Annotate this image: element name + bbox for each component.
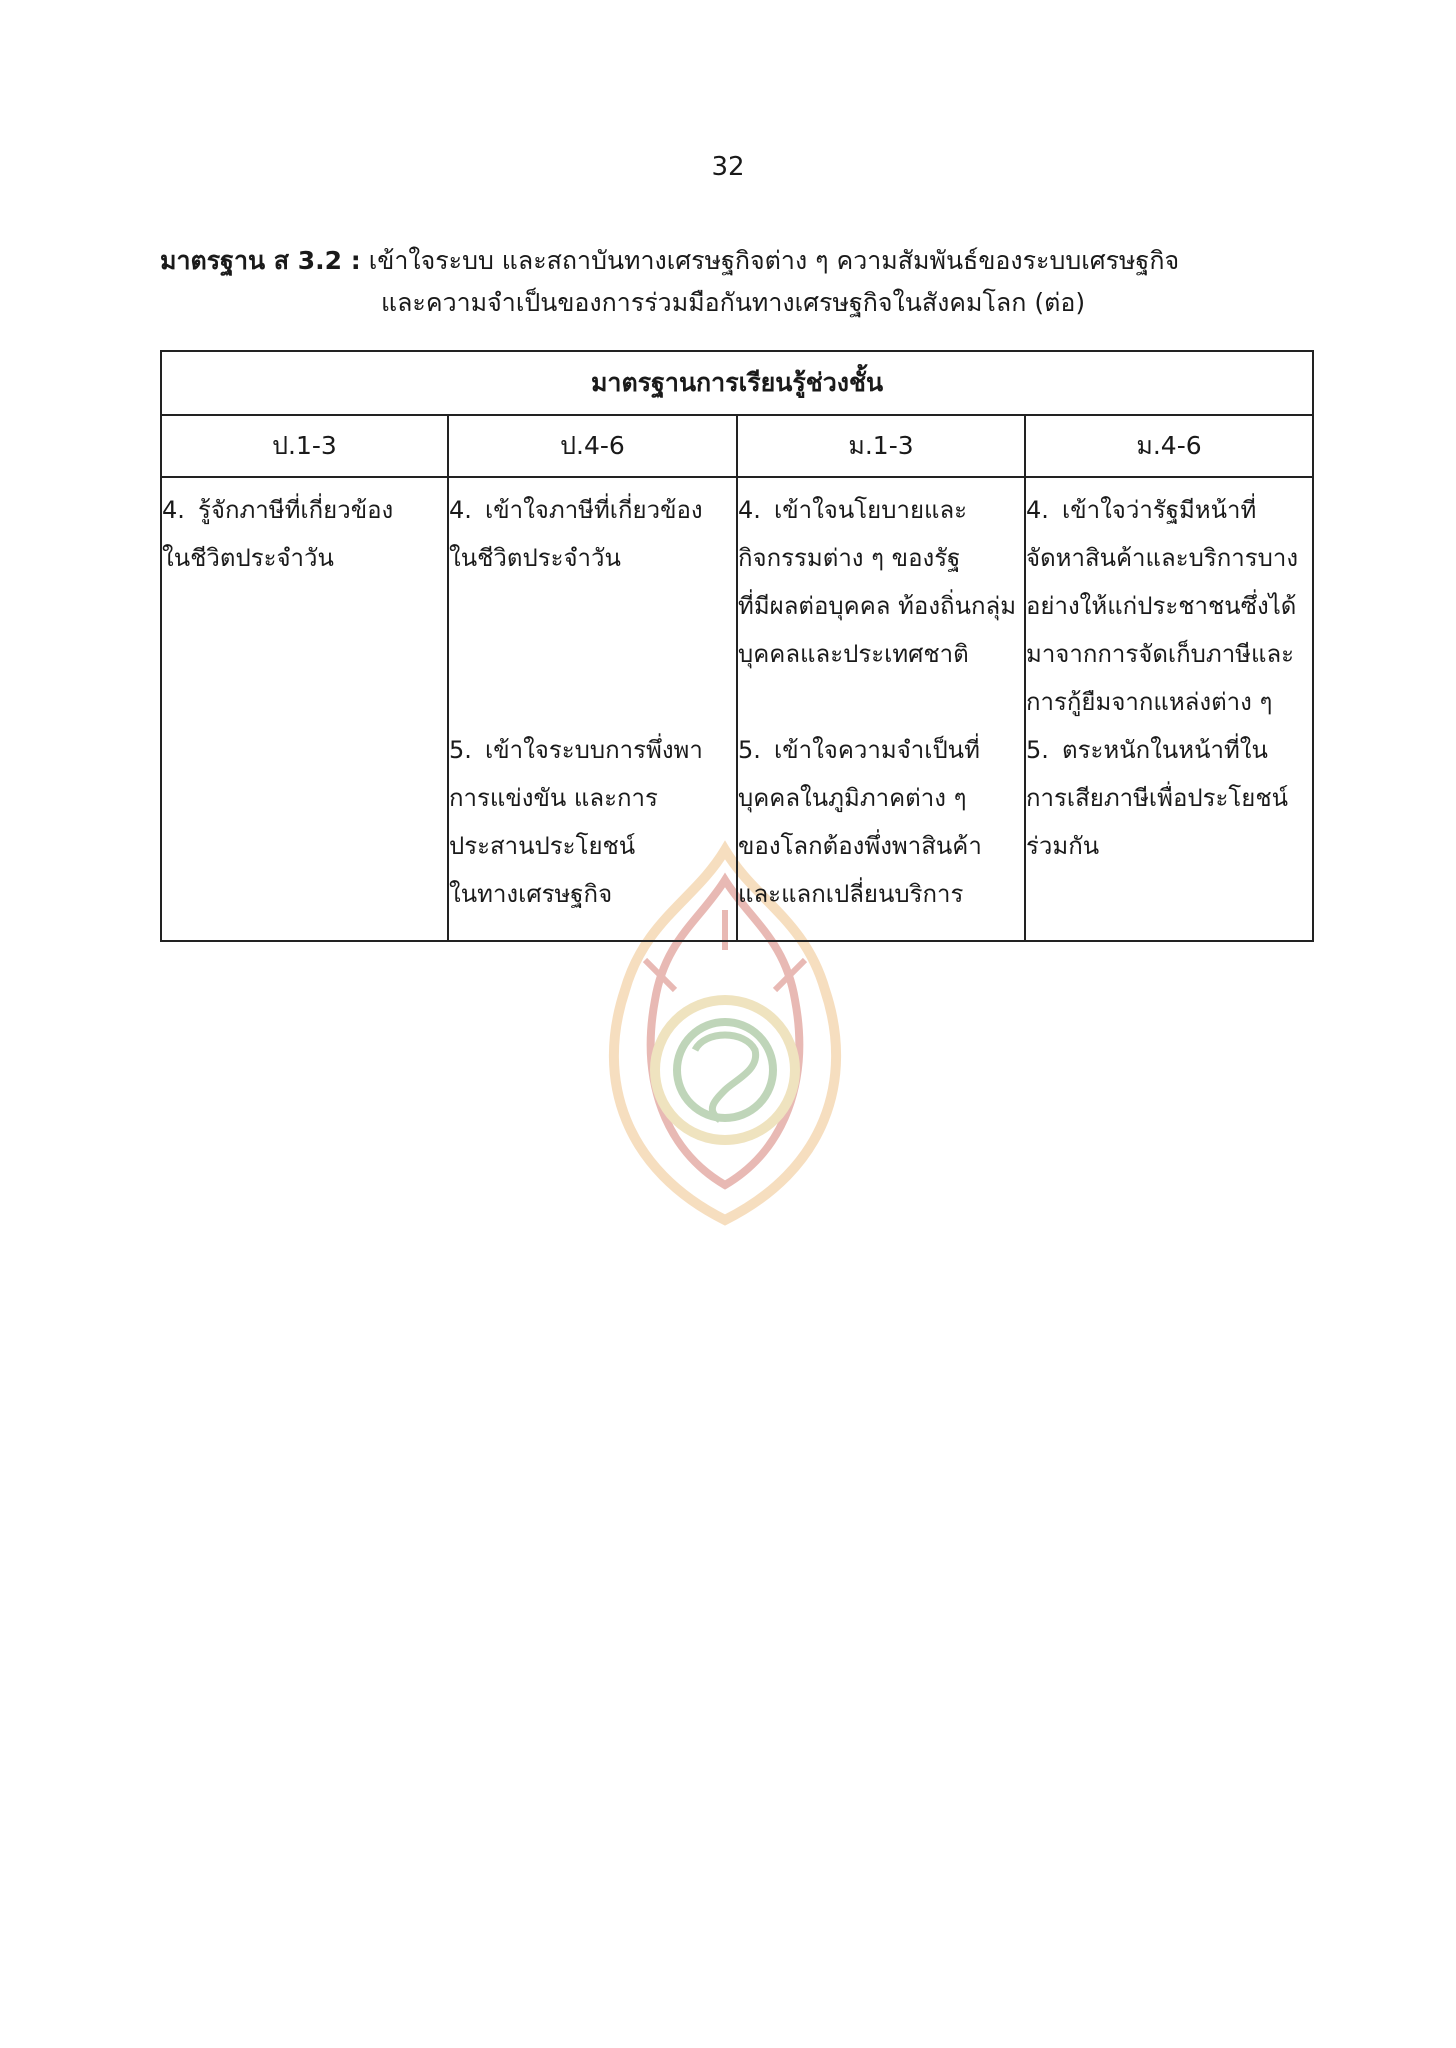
list-item: 5. ตระหนักในหน้าที่ใน bbox=[1026, 736, 1268, 764]
list-item: 5. เข้าใจความจำเป็นที่ bbox=[738, 736, 980, 764]
list-item: บุคคลและประเทศชาติ bbox=[738, 640, 969, 668]
column-header-p1-3: ป.1-3 bbox=[161, 415, 448, 477]
list-item: จัดหาสินค้าและบริการบาง bbox=[1026, 544, 1299, 572]
standard-line-2: และความจำเป็นของการร่วมมือกันทางเศรษฐกิจในสังคมโลก (ต่อ) bbox=[381, 288, 1086, 317]
list-item: 4. เข้าใจนโยบายและ bbox=[738, 496, 968, 524]
list-item: และแลกเปลี่ยนบริการ bbox=[738, 880, 964, 908]
cell-m4-6 bbox=[1025, 477, 1313, 941]
list-item: ในชีวิตประจำวัน bbox=[162, 544, 334, 572]
column-header-p4-6: ป.4-6 bbox=[448, 415, 737, 477]
standard-line-1 bbox=[160, 240, 1312, 282]
list-item: บุคคลในภูมิภาคต่าง ๆ bbox=[738, 784, 967, 812]
list-item: การเสียภาษีเพื่อประโยชน์ bbox=[1026, 784, 1289, 812]
list-item: 5. เข้าใจระบบการพึ่งพา bbox=[449, 736, 703, 764]
standard-label: มาตรฐาน ส 3.2 : bbox=[160, 246, 361, 275]
list-item: กิจกรรมต่าง ๆ ของรัฐ bbox=[738, 544, 961, 572]
page-number: 32 bbox=[711, 152, 745, 182]
cell-p4-6 bbox=[448, 477, 737, 941]
column-header-m4-6: ม.4-6 bbox=[1025, 415, 1313, 477]
list-item: การแข่งขัน และการ bbox=[449, 784, 658, 812]
list-item: มาจากการจัดเก็บภาษีและ bbox=[1026, 640, 1295, 668]
standard-text-1: เข้าใจระบบ และสถาบันทางเศรษฐกิจต่าง ๆ ความสัมพันธ์ของระบบเศรษฐกิจ bbox=[368, 246, 1180, 275]
standard-heading bbox=[160, 240, 1312, 324]
table-row bbox=[161, 477, 1313, 941]
list-item: 4. รู้จักภาษีที่เกี่ยวข้อง bbox=[162, 496, 394, 524]
list-item: ในทางเศรษฐกิจ bbox=[449, 880, 613, 908]
list-item: การกู้ยืมจากแหล่งต่าง ๆ bbox=[1026, 688, 1273, 716]
list-item: อย่างให้แก่ประชาชนซึ่งได้ bbox=[1026, 592, 1297, 620]
list-item: 4. เข้าใจว่ารัฐมีหน้าที่ bbox=[1026, 496, 1257, 524]
cell-p1-3 bbox=[161, 477, 448, 941]
table-title: มาตรฐานการเรียนรู้ช่วงชั้น bbox=[161, 351, 1313, 415]
cell-m1-3 bbox=[737, 477, 1025, 941]
list-item: 4. เข้าใจภาษีที่เกี่ยวข้อง bbox=[449, 496, 703, 524]
list-item: ที่มีผลต่อบุคคล ท้องถิ่นกลุ่ม bbox=[738, 592, 1017, 620]
list-item: ร่วมกัน bbox=[1026, 832, 1100, 860]
column-header-m1-3: ม.1-3 bbox=[737, 415, 1025, 477]
list-item: ในชีวิตประจำวัน bbox=[449, 544, 621, 572]
list-item: ประสานประโยชน์ bbox=[449, 832, 636, 860]
standards-table bbox=[160, 350, 1314, 942]
list-item: ของโลกต้องพึ่งพาสินค้า bbox=[738, 832, 982, 860]
